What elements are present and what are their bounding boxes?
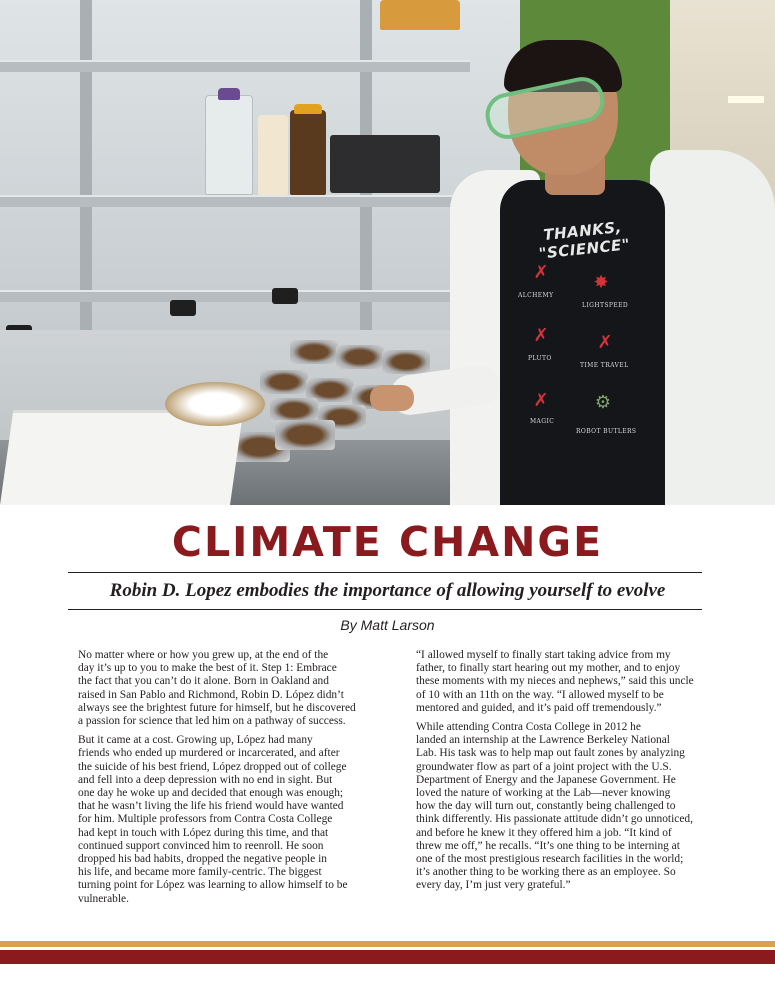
text-line: one day he woke up and decided that enough was enough; xyxy=(78,787,344,800)
paragraph xyxy=(65,734,370,906)
text-line: Department of Energy and the Japanese Government. He xyxy=(416,773,676,786)
time-travel-icon: ✗ xyxy=(597,332,613,353)
text-line: these moments with my nieces and nephews,” said this uncle xyxy=(416,675,694,688)
lab-bottle xyxy=(258,115,288,195)
lightspeed-icon: ✸ xyxy=(593,272,609,293)
text-line: for him. Multiple professors from Contra Costa College xyxy=(78,813,333,826)
student-portrait xyxy=(430,40,775,505)
subhead-rule-bottom xyxy=(68,609,702,610)
soil-sample-tray xyxy=(336,345,384,369)
text-line: But it came at a cost. Growing up, López had many xyxy=(78,734,313,747)
article-column-left xyxy=(65,649,370,912)
article-headline: CLIMATE CHANGE xyxy=(171,518,604,566)
shelf-lower xyxy=(0,290,470,302)
lab-bottle xyxy=(205,95,253,195)
shelf-top xyxy=(0,60,470,72)
alchemy-icon: ✗ xyxy=(533,262,549,283)
text-line: continued support convinced him to reenroll. He soon xyxy=(78,839,324,852)
shelf-post xyxy=(80,0,92,340)
text-line: loved the nature of working at the Lab—never knowing xyxy=(416,787,671,800)
soil-sample-tray xyxy=(275,420,335,450)
paragraph xyxy=(403,649,709,715)
text-line: had kept in touch with López during this time, and that xyxy=(78,826,329,839)
text-line: mentored and guided, and it’s paid off tremendously.” xyxy=(416,701,662,714)
text-line: think differently. His passionate attitude didn’t go unnoticed, xyxy=(416,813,693,826)
text-line: father, to finally start hearing out my mother, and to enjoy xyxy=(416,662,681,675)
shirt-item-label: MAGIC xyxy=(530,418,555,425)
text-line: the fact that you can’t do it alone. Born in Oakland and xyxy=(78,675,329,688)
shirt-item-label: PLUTO xyxy=(528,355,552,362)
text-line: threw me off,” he recalls. “It’s one thing to be interning at xyxy=(416,839,680,852)
robot-butlers-icon: ⚙ xyxy=(594,392,612,413)
text-line: “I allowed myself to finally start taking advice from my xyxy=(416,649,671,661)
text-line: always see the brightest future for himself, but he discovered xyxy=(78,701,356,714)
soil-sample-tray xyxy=(290,340,338,364)
text-line: No matter where or how you grew up, at the end of the xyxy=(78,649,329,661)
amber-bottle xyxy=(290,110,326,195)
text-line: that he wasn’t living the life his friend would have wanted xyxy=(78,800,344,813)
paragraph xyxy=(65,649,370,728)
text-line: of 10 with an 11th on the way. “I allowed myself to be xyxy=(416,688,664,701)
article-subhead: Robin D. Lopez embodies the importance of allowing yourself to evolve xyxy=(109,580,666,601)
hand xyxy=(370,385,414,411)
soil-sample-tray xyxy=(382,350,430,374)
text-line: and before he knew it they offered him a job. “It kind of xyxy=(416,826,672,839)
magic-icon: ✗ xyxy=(533,390,549,411)
text-line: the suicide of his best friend, López dropped out of college xyxy=(78,760,347,773)
shirt-item-label: ALCHEMY xyxy=(518,292,554,299)
subhead-rule-top xyxy=(68,572,702,573)
byline: By Matt Larson xyxy=(340,617,435,633)
text-line: dropped his bad habits, dropped the negative people in xyxy=(78,853,327,866)
text-line: one of the most prestigious research facilities in the world; xyxy=(416,853,684,866)
bottle-cap xyxy=(294,104,322,114)
text-line: friends who ended up murdered or incarcerated, and after xyxy=(78,747,340,760)
footer-stripe-gold xyxy=(0,941,775,947)
text-line: turning point for López was learning to allow himself to be xyxy=(78,879,348,892)
paragraph xyxy=(403,721,709,893)
shirt-item-label: TIME TRAVEL xyxy=(580,362,629,369)
text-line: it’s another thing to be working there as an employee. So xyxy=(416,866,676,879)
sample-bowl xyxy=(165,382,265,426)
text-line: While attending Contra Costa College in 2012 he xyxy=(416,721,641,734)
black-bin xyxy=(330,135,440,193)
power-outlet xyxy=(170,300,196,316)
text-line: a passion for science that led him on a pathway of success. xyxy=(78,715,346,728)
article-column-right xyxy=(403,649,709,899)
text-line: and fell into a deep depression with no end in sight. But xyxy=(78,773,333,786)
shirt-item-label: LIGHTSPEED xyxy=(582,302,629,309)
text-line: how the day will turn out, constantly being challenged to xyxy=(416,800,676,813)
sample-vials xyxy=(380,0,460,30)
text-line: vulnerable. xyxy=(78,892,129,905)
soil-sample-tray xyxy=(260,370,308,394)
pluto-icon: ✗ xyxy=(533,325,549,346)
power-outlet xyxy=(272,288,298,304)
bottle-cap xyxy=(218,88,240,100)
text-line: Lab. His task was to help map out fault zones by analyzing xyxy=(416,747,685,760)
text-line: raised in San Pablo and Richmond, Robin D. López didn’t xyxy=(78,688,344,701)
text-line: every day, I’m just very grateful.” xyxy=(416,879,571,892)
text-line: his life, and became more family-centric. The biggest xyxy=(78,866,322,879)
text-line: groundwater flow as part of a joint project with the U.S. xyxy=(416,760,672,773)
shelf-middle xyxy=(0,195,470,207)
lab-coat xyxy=(650,150,775,505)
shirt-item-label: ROBOT BUTLERS xyxy=(576,428,637,435)
footer-stripe-red xyxy=(0,950,775,964)
shirt-slogan: THANKS, "SCIENCE" xyxy=(537,217,631,263)
text-line: landed an internship at the Lawrence Berkeley National xyxy=(416,734,670,747)
soil-sample-tray xyxy=(270,398,318,422)
text-line: day it’s up to you to make the best of it. Step 1: Embrace xyxy=(78,662,337,675)
